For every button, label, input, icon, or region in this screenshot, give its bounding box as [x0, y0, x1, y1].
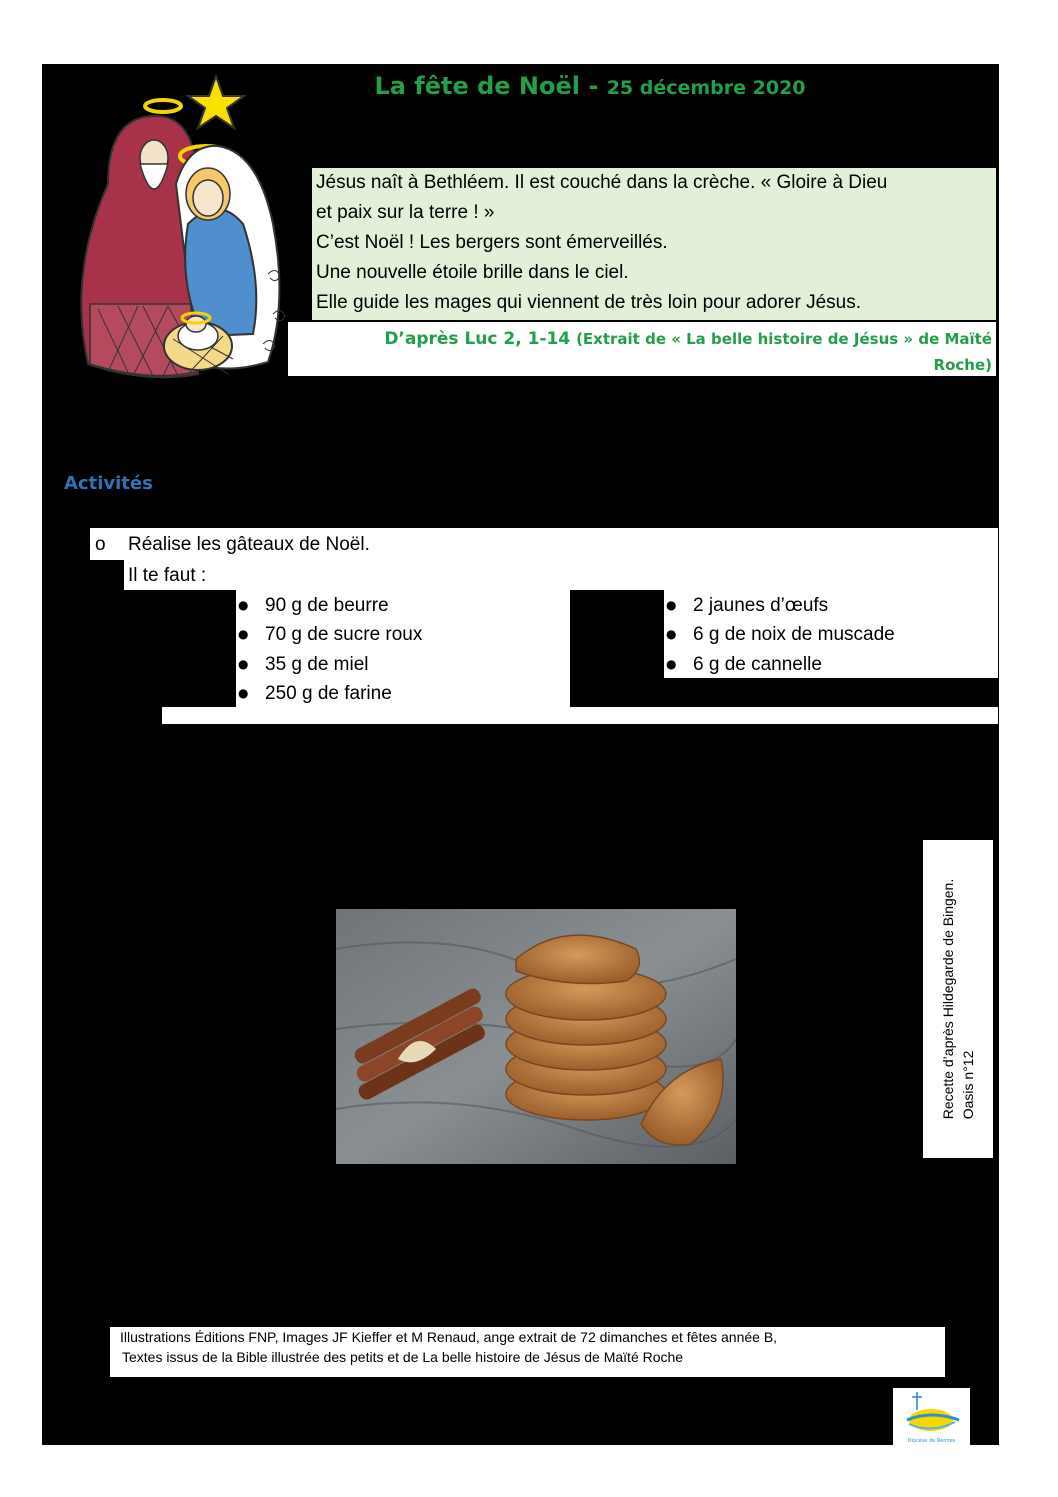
diocese-logo-icon: [893, 1388, 970, 1446]
ingredient-item: 35 g de miel: [265, 654, 369, 675]
list-marker: o: [95, 534, 106, 555]
nativity-illustration: [68, 74, 308, 394]
bullet-icon: ●: [666, 657, 677, 671]
cookies-photo: [336, 909, 736, 1164]
bullet-icon: ●: [238, 627, 249, 641]
recipe-credit-line: Oasis n°12: [960, 1050, 976, 1120]
activities-heading: Activités: [64, 473, 153, 494]
ingredient-item: 6 g de cannelle: [693, 654, 822, 675]
citation-reference: D’après Luc 2, 1-14: [384, 329, 577, 349]
title-main: La fête de Noël -: [374, 72, 607, 100]
bullet-icon: ●: [666, 598, 677, 612]
gospel-line: et paix sur la terre ! »: [316, 202, 495, 223]
citation-source-end: Roche): [933, 356, 992, 374]
need-row-bg: [124, 560, 998, 590]
activity-task: Réalise les gâteaux de Noël.: [128, 534, 370, 555]
citation-source: (Extrait de « La belle histoire de Jésus » de Maïté: [576, 330, 992, 348]
ingredients-bottom-bg: [162, 707, 998, 724]
recipe-credit-line: Recette d’après Hildegarde de Bingen.: [940, 878, 956, 1120]
recipe-credit-text: [938, 879, 978, 1120]
citation: [332, 326, 992, 378]
ingredient-item: 6 g de noix de muscade: [693, 624, 895, 645]
credits-footer: [110, 1327, 945, 1377]
ingredient-item: 250 g de farine: [265, 683, 392, 704]
ingredient-item: 70 g de sucre roux: [265, 624, 423, 645]
bullet-icon: ●: [238, 598, 249, 612]
title-date: 25 décembre 2020: [606, 77, 806, 99]
bullet-icon: ●: [238, 686, 249, 700]
ingredient-item: 90 g de beurre: [265, 595, 389, 616]
diocese-logo: [893, 1388, 970, 1446]
credits-line: Illustrations Éditions FNP, Images JF Kieffer et M Renaud, ange extrait de 72 dimanches et fêtes année B,: [120, 1329, 778, 1345]
bullet-icon: ●: [238, 657, 249, 671]
citation-box: [288, 322, 996, 376]
need-label: Il te faut :: [128, 565, 207, 586]
gospel-line: C’est Noël ! Les bergers sont émerveillés.: [316, 232, 668, 253]
gospel-textbox: [312, 168, 996, 320]
gospel-line: Elle guide les mages qui viennent de très loin pour adorer Jésus.: [316, 292, 861, 313]
gospel-line: Une nouvelle étoile brille dans le ciel.: [316, 262, 629, 283]
recipe-credit: [923, 840, 993, 1158]
bullet-icon: ●: [666, 627, 677, 641]
gospel-line: Jésus naît à Bethléem. Il est couché dans la crèche. « Gloire à Dieu: [316, 172, 888, 193]
logo-caption: Diocèse de Rennes: [907, 1438, 956, 1444]
credits-line: Textes issus de la Bible illustrée des petits et de La belle histoire de Jésus de Maïté Roche: [122, 1349, 684, 1365]
ingredient-item: 2 jaunes d’œufs: [693, 595, 829, 616]
